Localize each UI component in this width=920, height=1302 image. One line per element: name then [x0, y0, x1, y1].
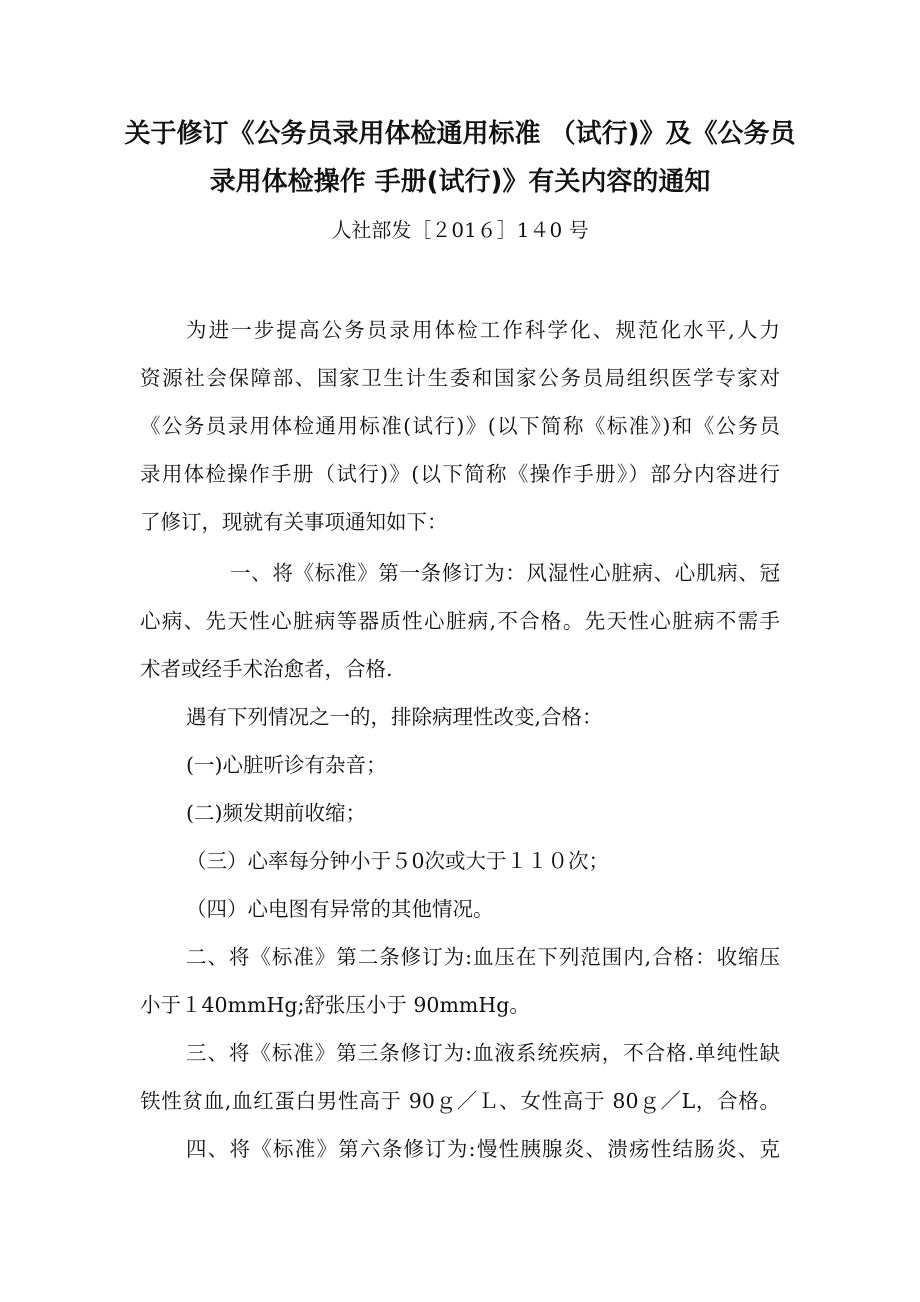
body-line: 铁性贫血,血红蛋白男性高于 90ｇ／Ｌ、女性高于 80ｇ／L，合格。	[140, 1089, 780, 1113]
body-line: 录用体检操作手册（试行)》(以下简称《操作手册》）部分内容进行	[140, 462, 780, 486]
body-line: 《公务员录用体检通用标准(试行)》(以下简称《标准》)和《公务员	[140, 414, 780, 438]
body-line: 术者或经手术治愈者，合格.	[140, 657, 393, 681]
document-title-line-2: 录用体检操作 手册(试行)》有关内容的通知	[209, 167, 711, 197]
list-item: （三）心率每分钟小于５0次或大于１１０次；	[186, 849, 610, 873]
body-line: 资源社会保障部、国家卫生计生委和国家公务员局组织医学专家对	[140, 366, 780, 390]
body-line: 一、将《标准》第一条修订为：风湿性心脏病、心肌病、冠	[230, 561, 780, 585]
list-item: (一)心脏听诊有杂音；	[186, 753, 387, 777]
body-line: 了修订，现就有关事项通知如下：	[140, 510, 448, 534]
body-line: 三、将《标准》第三条修订为:血液系统疾病，不合格.单纯性缺	[186, 1041, 780, 1065]
list-item: (二)频发期前收缩；	[186, 801, 366, 825]
body-line: 心病、先天性心脏病等器质性心脏病,不合格。先天性心脏病不需手	[140, 609, 780, 633]
body-line: 四、将《标准》第六条修订为:慢性胰腺炎、溃疡性结肠炎、克	[186, 1137, 780, 1161]
body-line: 小于１40mmHg;舒张压小于 90mmHg。	[140, 993, 530, 1017]
list-item: （四）心电图有异常的其他情况。	[186, 897, 494, 921]
document-number: 人社部发［２01６］1４0 号	[331, 218, 589, 242]
body-line: 遇有下列情况之一的，排除病理性改变,合格：	[186, 705, 603, 729]
body-line: 二、将《标准》第二条修订为:血压在下列范围内,合格：收缩压	[186, 945, 780, 969]
body-line: 为进一步提高公务员录用体检工作科学化、规范化水平,人力	[186, 318, 780, 342]
document-title-line-1: 关于修订《公务员录用体检通用标准 （试行)》及《公务员	[124, 119, 796, 149]
